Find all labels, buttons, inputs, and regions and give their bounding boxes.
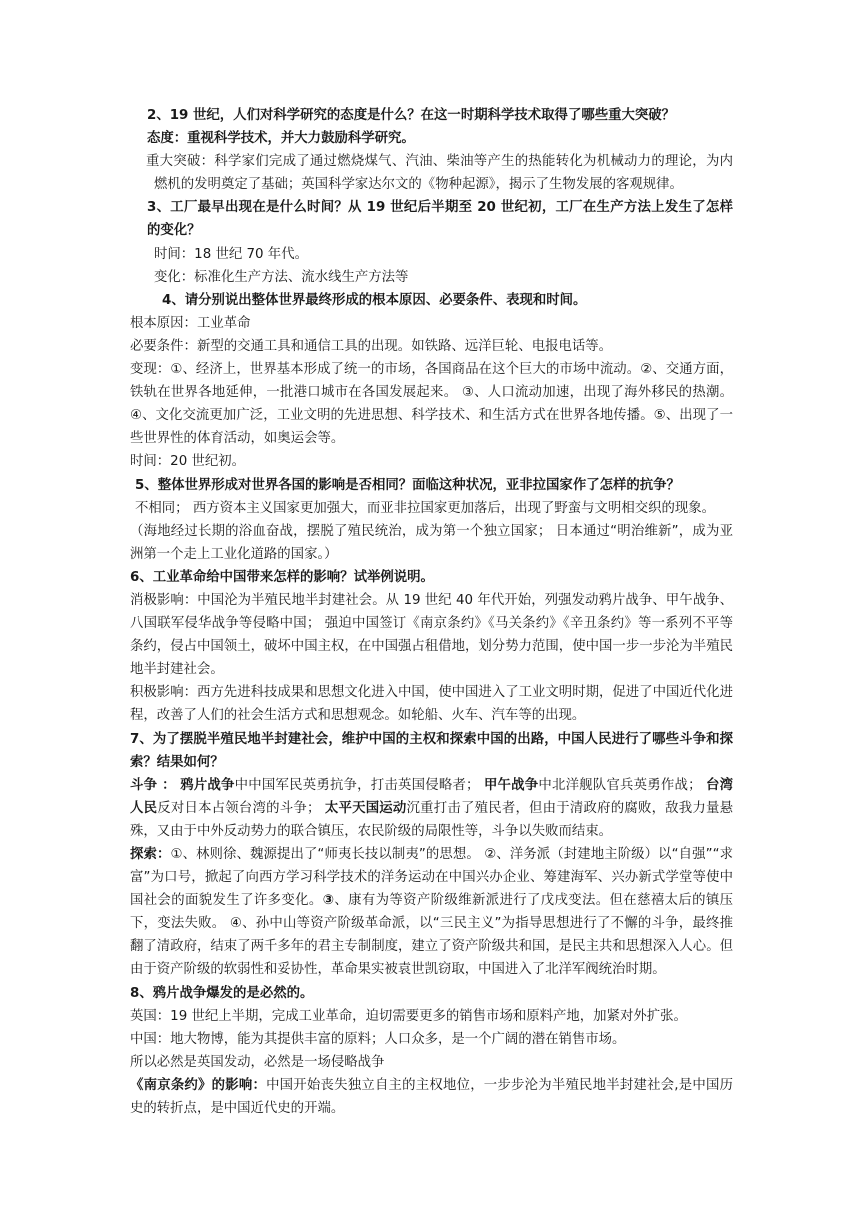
question-2-attitude: 态度：重视科学技术，并大力鼓励科学研究。	[147, 131, 415, 147]
question-7-explore	[130, 843, 733, 982]
question-2-heading: 2、19 世纪，人们对科学研究的态度是什么？在这一时期科学技术取得了哪些重大突破？	[147, 108, 676, 123]
taiwan-term: 台湾人民	[130, 777, 734, 816]
opium-war-term: 鸦片战争	[180, 777, 235, 793]
jiawu-war-term: 甲午战争	[483, 777, 539, 793]
question-7-heading: 7、为了摆脱半殖民地半封建社会，维护中国的主权和探索中国的出路，中国人民进行了哪些斗争和探索？结果如何？	[130, 731, 733, 770]
question-4-cause: 根本原因：工业革命	[130, 315, 251, 331]
question-3-time: 时间：18 世纪 70 年代。	[154, 246, 308, 262]
question-7-struggle	[130, 774, 733, 843]
nanjing-text: 中国开始丧失独立自主的主权地位，一步步沦为半殖民地半封建社会,是中国历史的转折点，是中国近代史的开端。	[130, 1077, 733, 1117]
question-8-conclusion: 所以必然是英国发动，必然是一场侵略战争	[130, 1054, 385, 1070]
question-4-condition: 必要条件：新型的交通工具和通信工具的出现。如铁路、远洋巨轮、电报电话等。	[130, 338, 613, 354]
question-8-nanjing	[130, 1074, 733, 1120]
opium-war-text: 中中国军民英勇抗争，打击英国侵略者；	[234, 777, 480, 793]
explore-label: 探索：	[130, 847, 171, 862]
question-5-example: （海地经过长期的浴血奋战，摆脱了殖民统治，成为第一个独立国家； 日本通过“明治维新”，成为亚洲第一个走上工业化道路的国家。）	[130, 523, 733, 562]
question-4-time: 时间：20 世纪初。	[130, 454, 246, 470]
question-8-china: 中国：地大物博，能为其提供丰富的原料；人口众多，是一个广阔的潜在销售市场。	[130, 1031, 626, 1047]
explore-mark-3: ③	[322, 893, 335, 909]
taiping-term: 太平天国运动	[324, 800, 407, 816]
question-6-positive: 积极影响：西方先进科技成果和思想文化进入中国，使中国进入了工业文明时期，促进了中国近代化进程，改善了人们的社会生活方式和思想观念。如轮船、火车、汽车等的出现。	[130, 685, 733, 724]
question-6-heading: 6、工业革命给中国带来怎样的影响？试举例说明。	[130, 569, 434, 585]
nanjing-label: 《南京条约》的影响：	[130, 1077, 267, 1093]
question-5-heading: 5、整体世界形成对世界各国的影响是否相同？面临这种状况，亚非拉国家作了怎样的抗争？	[135, 477, 680, 493]
question-8-heading: 8、鸦片战争爆发的是必然的。	[130, 985, 314, 1001]
taiwan-text: 反对日本占领台湾的斗争；	[157, 800, 321, 816]
question-4-manifest: 变现：①、经济上，世界基本形成了统一的市场，各国商品在这个巨大的市场中流动。②、交通方面，铁轨在世界各地延伸，一批港口城市在各国发展起来。 ③、人口流动加速，出现了海外移民的热潮。④、文化交流更加广泛，工业文明的先进思想、科学技术、和生活方式在世界各地传播。⑤、出现了一些世界性的体育活动，如奥运会等。	[130, 362, 733, 447]
struggle-label: 斗争 ：	[130, 777, 176, 793]
taiping-text: 沉重打击了殖民者，但由于清政府的腐败，敌我力量悬殊，又由于中外反动势力的联合镇压，农民阶级的局限性等，斗争以失败而结束。	[130, 800, 734, 839]
question-3-change: 变化：标准化生产方法、流水线生产方法等	[154, 269, 409, 285]
jiawu-war-text: 中北洋舰队官兵英勇作战；	[538, 777, 702, 793]
explore-text-3: 、康有为等资产阶级维新派进行了戊戌变法。但在慈禧太后的镇压下，变法失败。 ④、孙中山等资产阶级革命派，以“三民主义”为指导思想进行了不懈的斗争，最终推翻了清政府，结束了两千多年的君主专制制度，建立了资产阶级共和国，是民主共和思想深入人心。但由于资产阶级的软弱性和妥协性，革命果实被袁世凯窃取，中国进入了北洋军阀统治时期。	[130, 893, 734, 978]
question-6-negative: 消极影响：中国沦为半殖民地半封建社会。从 19 世纪 40 年代开始，列强发动鸦片战争、甲午战争、八国联军侵华战争等侵略中国； 强迫中国签订《南京条约》《马关条约》《辛丑条约》等一系列不平等条约，侵占中国领土，破坏中国主权，在中国强占租借地，划分势力范围，使中国一步一步沦为半殖民地半封建社会。	[130, 592, 733, 678]
question-5-answer: 不相同； 西方资本主义国家更加强大，而亚非拉国家更加落后，出现了野蛮与文明相交织的现象。	[135, 500, 716, 516]
question-4-heading: 4、请分别说出整体世界最终形成的根本原因、必要条件、表现和时间。	[162, 292, 587, 308]
question-3-heading: 3、工厂最早出现在是什么时间？从 19 世纪后半期至 20 世纪初，工厂在生产方法上发生了怎样的变化？	[147, 200, 733, 239]
document-body	[130, 104, 733, 1120]
question-2-breakthrough	[130, 150, 733, 196]
explore-text-1: ①、林则徐、魏源提出了“师夷长技以制夷”的思想。 ②、洋务派（封建地主阶级）以“自强”“求富”为口号，掀起了向西方学习科学技术的洋务运动在中国兴办企业、筹建海军、兴办新式学堂等使中国社会的面貌发生了许多变化。	[130, 847, 734, 909]
question-8-britain: 英国：19 世纪上半期，完成工业革命，迫切需要更多的销售市场和原料产地，加紧对外扩张。	[130, 1008, 687, 1024]
breakthrough-text: 重大突破：科学家们完成了通过燃烧煤气、汽油、柴油等产生的热能转化为机械动力的理论，为内燃机的发明奠定了基础；英国科学家达尔文的《物种起源》，揭示了生物发展的客观规律。	[146, 154, 733, 193]
